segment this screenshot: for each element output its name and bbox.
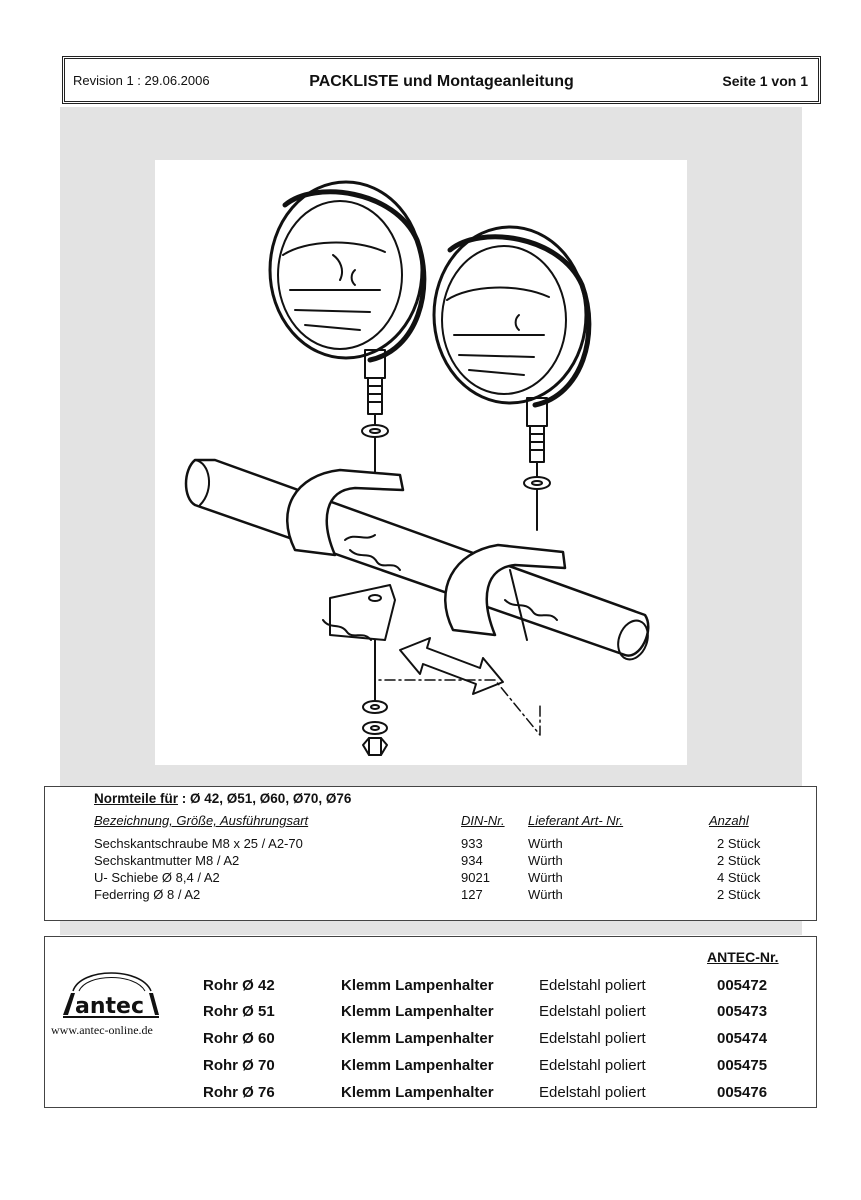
document-header — [62, 56, 821, 104]
parts-list — [44, 786, 817, 921]
part-din: 127 — [461, 887, 483, 902]
tube-icon — [186, 460, 653, 664]
product-material: Edelstahl poliert — [539, 1030, 646, 1047]
part-description: U- Schiebe Ø 8,4 / A2 — [94, 870, 220, 885]
part-description: Federring Ø 8 / A2 — [94, 887, 201, 902]
part-description: Sechskantschraube M8 x 25 / A2-70 — [94, 836, 303, 851]
product-material: Edelstahl poliert — [539, 977, 646, 994]
part-din: 933 — [461, 836, 483, 851]
column-header-description: Bezeichnung, Größe, Ausführungsart — [94, 813, 309, 828]
washer-nut-stack-icon — [363, 640, 387, 755]
product-row — [45, 1084, 816, 1106]
product-number: 005475 — [717, 1057, 768, 1074]
part-supplier: Würth — [528, 887, 563, 902]
website-url: www.antec-online.de — [51, 1023, 153, 1037]
product-pipe: Rohr Ø 42 — [203, 977, 275, 994]
part-quantity: 2 Stück — [717, 836, 761, 851]
logo-wordmark: antec — [75, 994, 144, 1019]
product-row — [45, 977, 816, 999]
product-pipe: Rohr Ø 76 — [203, 1084, 275, 1101]
parts-title-label: Normteile für — [94, 791, 179, 806]
product-pipe: Rohr Ø 60 — [203, 1030, 275, 1047]
product-name: Klemm Lampenhalter — [341, 1084, 494, 1101]
part-supplier: Würth — [528, 836, 563, 851]
parts-row — [45, 887, 816, 904]
revision-label: Revision 1 : 29.06.2006 — [73, 73, 210, 88]
part-supplier: Würth — [528, 853, 563, 868]
product-name: Klemm Lampenhalter — [341, 1030, 494, 1047]
parts-row — [45, 870, 816, 887]
lamp-clamp-assembly-drawing — [155, 160, 687, 765]
part-supplier: Würth — [528, 870, 563, 885]
column-header-supplier: Lieferant Art- Nr. — [528, 813, 624, 828]
product-list — [44, 936, 817, 1108]
product-number: 005473 — [717, 1003, 768, 1020]
product-material: Edelstahl poliert — [539, 1084, 646, 1101]
product-pipe: Rohr Ø 70 — [203, 1057, 275, 1074]
page-indicator: Seite 1 von 1 — [722, 73, 808, 89]
product-number: 005474 — [717, 1030, 768, 1047]
part-description: Sechskantmutter M8 / A2 — [94, 853, 240, 868]
product-name: Klemm Lampenhalter — [341, 1003, 494, 1020]
part-quantity: 2 Stück — [717, 887, 761, 902]
part-din: 9021 — [461, 870, 490, 885]
parts-row — [45, 853, 816, 870]
right-lamp-icon — [434, 227, 589, 530]
part-quantity: 2 Stück — [717, 853, 761, 868]
product-name: Klemm Lampenhalter — [341, 977, 494, 994]
parts-title-sizes: : Ø 42, Ø51, Ø60, Ø70, Ø76 — [178, 791, 352, 806]
document-title: PACKLISTE und Montageanleitung — [309, 73, 574, 90]
product-row — [45, 1030, 816, 1052]
product-name: Klemm Lampenhalter — [341, 1057, 494, 1074]
product-material: Edelstahl poliert — [539, 1057, 646, 1074]
product-number: 005472 — [717, 977, 768, 994]
part-din: 934 — [461, 853, 483, 868]
product-pipe: Rohr Ø 51 — [203, 1003, 275, 1020]
column-header-din: DIN-Nr. — [461, 813, 505, 828]
product-material: Edelstahl poliert — [539, 1003, 646, 1020]
product-row — [45, 1057, 816, 1079]
left-lamp-icon — [270, 182, 424, 475]
assembly-illustration — [155, 160, 687, 765]
part-quantity: 4 Stück — [717, 870, 761, 885]
parts-row — [45, 836, 816, 853]
double-arrow-icon — [400, 638, 503, 694]
product-row — [45, 1003, 816, 1025]
parts-list-title — [94, 791, 351, 806]
antec-number-header: ANTEC-Nr. — [707, 949, 779, 965]
column-header-quantity: Anzahl — [709, 813, 749, 828]
product-number: 005476 — [717, 1084, 768, 1101]
